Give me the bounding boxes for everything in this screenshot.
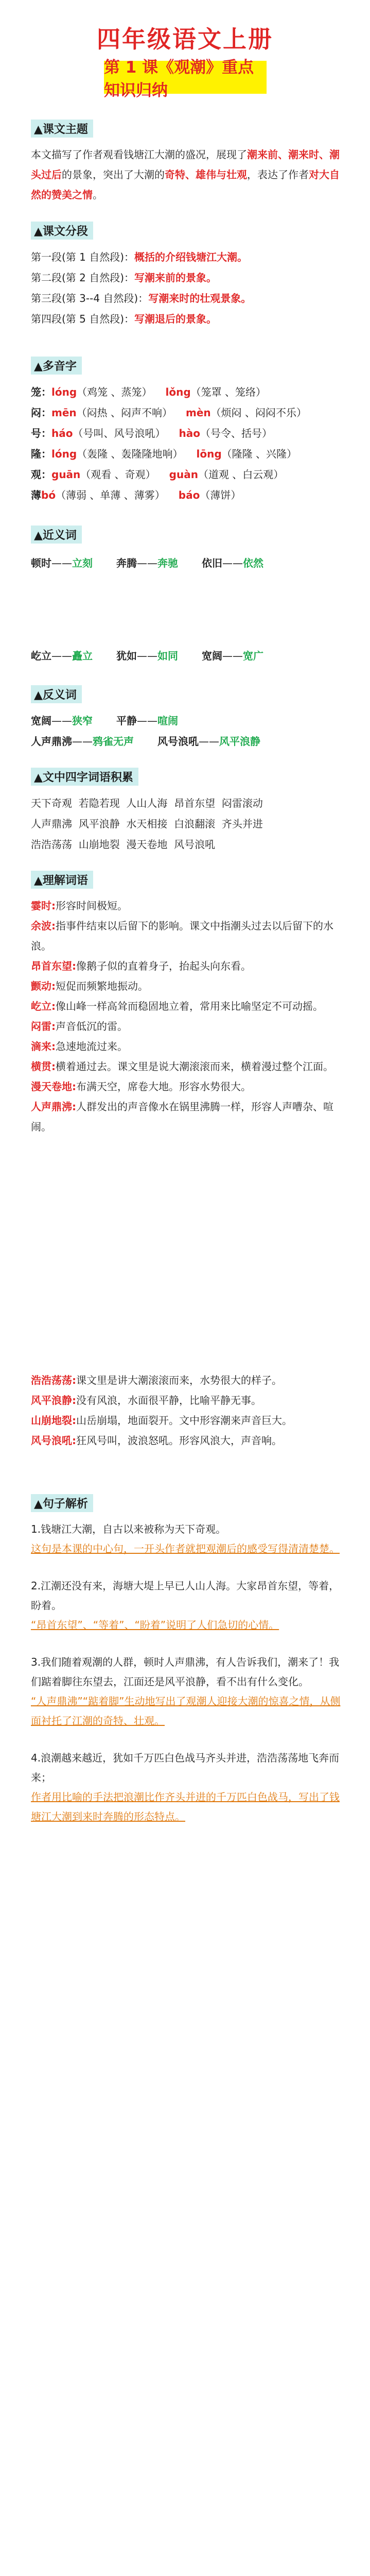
- explanation-term: 人声鼎沸:: [31, 1100, 76, 1113]
- synonym: 立刻: [72, 557, 93, 569]
- explanation-item: [31, 1370, 345, 1391]
- explanation-term: 横贯:: [31, 1060, 56, 1073]
- explanation-definition: 指事件结束以后留下的影响。课文中指潮头过去以后留下的水浪。: [31, 920, 333, 952]
- antonym: 喧闹: [157, 715, 178, 727]
- segment-row: [31, 288, 345, 309]
- pinyin: guān: [51, 468, 81, 481]
- segment-content: 写潮来时的壮观景象。: [148, 292, 252, 304]
- explanation-definition: 狂风号叫，波浪怒吼。形容风浪大，声音响。: [76, 1434, 282, 1447]
- theme-highlight: 潮来前、潮来时、潮头过后: [31, 148, 340, 181]
- explanation-definition: 急速地流过来。: [56, 1040, 128, 1053]
- antonym: 风平浪静: [219, 735, 260, 748]
- explanations-heading: ▲理解词语: [31, 871, 93, 889]
- pinyin: bó: [41, 489, 56, 501]
- explanation-term: 昂首东望:: [31, 960, 76, 972]
- idiom-row: 天下奇观 若隐若现 人山人海 昂首东望 闷雷滚动: [31, 797, 263, 809]
- antonyms-section: [31, 685, 345, 752]
- example-words: （道观 、白云观）: [198, 468, 284, 481]
- pinyin: lóng: [51, 386, 77, 398]
- word: 人声鼎沸: [31, 735, 72, 748]
- synonym: 宽广: [243, 650, 263, 662]
- sentence-analysis: 这句是本课的中心句，一开头作者就把观潮后的感受写得清清楚楚。: [31, 1543, 340, 1555]
- explanation-definition: 人群发出的声音像水在锅里沸腾一样，形容人声嘈杂、喧闹。: [31, 1100, 333, 1133]
- page-title: 四年级语文上册: [97, 25, 273, 53]
- segment-label: 第三段(第 3--4 自然段)：: [31, 292, 149, 304]
- explanation-item: [31, 996, 345, 1016]
- explanation-term: 浩浩荡荡:: [31, 1374, 76, 1386]
- explanation-definition: 横着通过去。课文里是说大潮滚滚而来，横着漫过整个江面。: [56, 1060, 333, 1073]
- polyphonic-row: [31, 402, 345, 423]
- example-words: （闷热 、闷声不响）: [76, 406, 173, 419]
- pinyin: háo: [51, 427, 73, 439]
- pinyin: báo: [178, 489, 200, 501]
- idiom-row: 浩浩荡荡 山崩地裂 漫天卷地 风号浪吼: [31, 838, 216, 851]
- sentence-text: 2.江潮还没有来，海塘大堤上早已人山人海。大家昂首东望，等着，盼着。: [31, 1580, 340, 1612]
- word: 平静: [116, 715, 137, 727]
- segment-row: [31, 247, 345, 267]
- explanation-item: [31, 896, 345, 916]
- synonym: 矗立: [72, 650, 93, 662]
- idioms-section: [31, 768, 345, 855]
- theme-highlight: 对大自然的赞美之情: [31, 168, 340, 201]
- explanation-definition: 布满天空，席卷大地。形容水势很大。: [76, 1080, 251, 1093]
- segment-content: 概括的介绍钱塘江大潮。: [134, 251, 248, 263]
- idioms-heading: ▲文中四字词语积累: [31, 768, 138, 786]
- theme-highlight: 奇特、雄伟与壮观: [165, 168, 247, 181]
- dash: ——: [137, 557, 157, 569]
- explanation-definition: 声音低沉的雷。: [56, 1020, 128, 1032]
- example-words: （鸡笼 、蒸笼）: [77, 386, 152, 398]
- segment-content: 写潮来前的景象。: [134, 272, 217, 284]
- explanation-definition: 像山峰一样高耸而稳固地立着，常用来比喻坚定不可动摇。: [56, 1000, 323, 1012]
- explanation-term: 霎时:: [31, 900, 56, 912]
- word: 屹立: [31, 650, 51, 662]
- theme-heading: ▲课文主题: [31, 120, 93, 138]
- theme-text: 的景象，突出了大潮的: [62, 168, 165, 181]
- dash: ——: [137, 650, 157, 662]
- polyphonic-char: 笼：: [31, 386, 51, 398]
- example-words: （观看 、奇观）: [80, 468, 156, 481]
- explanation-term: 漫天卷地:: [31, 1080, 76, 1093]
- segmentation-heading: ▲课文分段: [31, 222, 93, 240]
- explanation-term: 颤动:: [31, 980, 56, 992]
- explanation-item: [31, 976, 345, 996]
- word: 宽阔: [202, 650, 222, 662]
- synonym: 依然: [243, 557, 263, 569]
- sentences-section: [31, 1494, 345, 1844]
- example-words: （薄弱 、单薄 、薄雾）: [56, 489, 165, 501]
- pinyin: lóng: [51, 448, 77, 460]
- explanation-term: 风平浪静:: [31, 1394, 76, 1406]
- explanation-item: [31, 1097, 345, 1137]
- synonym: 如同: [157, 650, 178, 662]
- dash: ——: [51, 715, 72, 727]
- example-words: （笼罩 、笼络）: [190, 386, 267, 398]
- segment-row: [31, 267, 345, 288]
- explanation-item: [31, 1016, 345, 1037]
- sentences-heading: ▲句子解析: [31, 1494, 93, 1512]
- theme-paragraph: [31, 145, 345, 205]
- explanation-item: [31, 956, 345, 976]
- sentence-analysis: “人声鼎沸”“踮着脚”生动地写出了观潮人迎接大潮的惊喜之情，从侧面衬托了江潮的奇特、壮观。: [31, 1695, 341, 1727]
- polyphonic-row: [31, 382, 345, 402]
- example-words: （号令、括号）: [200, 427, 272, 439]
- dash: ——: [137, 715, 157, 727]
- sentence-analysis: 作者用比喻的手法把浪潮比作齐头并进的千万匹白色战马，写出了钱塘江大潮到来时奔腾的形态特点。: [31, 1791, 340, 1823]
- explanation-term: 余波:: [31, 920, 56, 932]
- example-words: （烦闷 、闷闷不乐）: [210, 406, 307, 419]
- pinyin: mèn: [186, 406, 211, 419]
- sentence-text: 1.钱塘江大潮，自古以来被称为天下奇观。: [31, 1523, 226, 1535]
- explanation-item: [31, 1057, 345, 1077]
- theme-text: ，表达了作者: [247, 168, 309, 181]
- polyphonic-row: [31, 444, 345, 464]
- pinyin: hào: [179, 427, 200, 439]
- segmentation-section: [31, 222, 345, 329]
- word: 依旧: [202, 557, 222, 569]
- explanation-definition: 形容时间极短。: [56, 900, 128, 912]
- pinyin: lǒng: [165, 386, 191, 398]
- explanation-item: [31, 1391, 345, 1411]
- antonym: 狭窄: [72, 715, 93, 727]
- synonyms-heading: ▲近义词: [31, 526, 82, 544]
- dash: ——: [199, 735, 219, 748]
- explanation-item: [31, 1411, 345, 1431]
- polyphonic-char: 闷：: [31, 406, 51, 419]
- dash: ——: [222, 557, 243, 569]
- sentence-text: 3.我们随着观潮的人群，顿时人声鼎沸，有人告诉我们，潮来了！我们踮着脚往东望去，江面还是风平浪静，看不出有什么变化。: [31, 1656, 340, 1688]
- explanation-item: [31, 916, 345, 956]
- word: 犹如: [116, 650, 137, 662]
- pinyin: lōng: [196, 448, 222, 460]
- example-words: （薄饼）: [200, 489, 241, 501]
- explanation-term: 屹立:: [31, 1000, 56, 1012]
- segment-label: 第二段(第 2 自然段)：: [31, 272, 135, 284]
- polyphonic-char: 隆：: [31, 448, 51, 460]
- dash: ——: [51, 650, 72, 662]
- explanation-definition: 山岳崩塌，地面裂开。文中形容潮来声音巨大。: [76, 1414, 292, 1427]
- polyphonic-row: [31, 485, 345, 505]
- segment-row: [31, 309, 345, 329]
- explanation-term: 风号浪吼:: [31, 1434, 76, 1447]
- word: 奔腾: [116, 557, 137, 569]
- idiom-row: 人声鼎沸 风平浪静 水天相接 白浪翻滚 齐头并进: [31, 818, 263, 830]
- pinyin: guàn: [169, 468, 198, 481]
- explanation-item: [31, 1431, 345, 1451]
- synonyms-section: [31, 526, 345, 666]
- theme-text: 。: [93, 189, 103, 201]
- polyphonic-char: 薄: [31, 489, 41, 501]
- example-words: （轰隆 、轰隆隆地响）: [77, 448, 183, 460]
- theme-text: 本文描写了作者观看钱塘江大潮的盛况，展现了: [31, 148, 247, 161]
- explanations-continued: [31, 1370, 345, 1451]
- synonym: 奔驰: [157, 557, 178, 569]
- sentence-block: [31, 1519, 345, 1558]
- sentence-block: [31, 1652, 345, 1731]
- example-words: （号叫、风号浪吼）: [73, 427, 166, 439]
- polyphonic-char: 观：: [31, 468, 51, 481]
- lesson-banner: 第 1 课《观潮》重点知识归纳: [104, 61, 267, 94]
- polyphonic-row: [31, 464, 345, 485]
- polyphonic-char: 号：: [31, 427, 51, 439]
- explanation-definition: 没有风浪，水面很平静，比喻平静无事。: [76, 1394, 261, 1406]
- pinyin: mēn: [51, 406, 77, 419]
- polyphonic-row: [31, 423, 345, 444]
- word: 顿时: [31, 557, 51, 569]
- sentence-block: [31, 1748, 345, 1826]
- antonyms-heading: ▲反义词: [31, 685, 82, 703]
- sentence-text: 4.浪潮越来越近，犹如千万匹白色战马齐头并进，浩浩荡荡地飞奔而来；: [31, 1752, 340, 1784]
- word: 风号浪吼: [157, 735, 199, 748]
- sentence-analysis: “昂首东望”、“等着”、“盼着”说明了人们急切的心情。: [31, 1619, 279, 1631]
- segment-content: 写潮退后的景象。: [134, 313, 217, 325]
- polyphonic-section: [31, 357, 345, 505]
- explanation-term: 闷雷:: [31, 1020, 56, 1032]
- explanation-item: [31, 1077, 345, 1097]
- explanation-definition: 短促而频繁地振动。: [56, 980, 148, 992]
- example-words: （隆隆 、兴隆）: [221, 448, 297, 460]
- segment-label: 第一段(第 1 自然段)：: [31, 251, 135, 263]
- antonym: 鸦雀无声: [93, 735, 134, 748]
- dash: ——: [51, 557, 72, 569]
- sentence-block: [31, 1576, 345, 1635]
- dash: ——: [222, 650, 243, 662]
- explanation-definition: 像鹅子似的直着身子，抬起头向东看。: [76, 960, 251, 972]
- segment-label: 第四段(第 5 自然段)：: [31, 313, 135, 325]
- explanations-section: [31, 871, 345, 1137]
- explanation-item: [31, 1037, 345, 1057]
- theme-section: [31, 120, 345, 205]
- word: 宽阔: [31, 715, 51, 727]
- explanation-definition: 课文里是讲大潮滚滚而来，水势很大的样子。: [76, 1374, 282, 1386]
- dash: ——: [72, 735, 93, 748]
- polyphonic-heading: ▲多音字: [31, 357, 82, 375]
- explanation-term: 山崩地裂:: [31, 1414, 76, 1427]
- explanation-term: 滴来:: [31, 1040, 56, 1053]
